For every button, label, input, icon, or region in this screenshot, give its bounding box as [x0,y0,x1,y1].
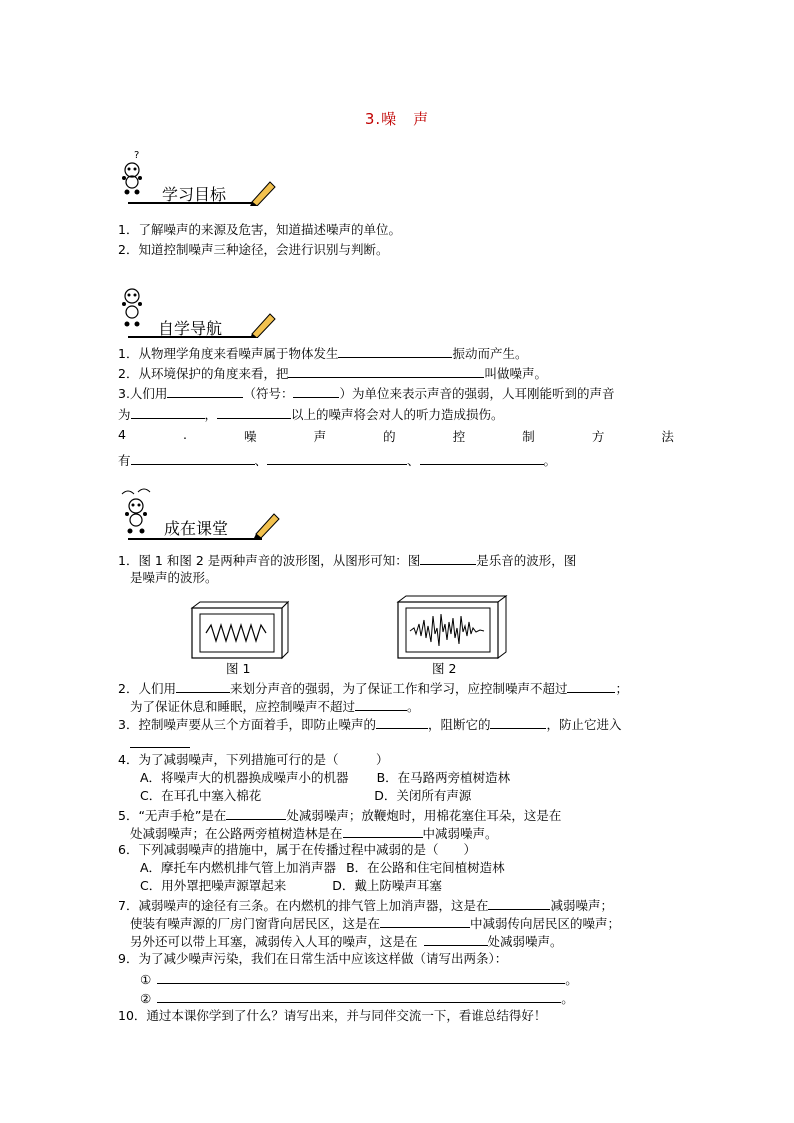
section-label-self-study: 自学导航 [158,319,223,338]
mascot-icon [118,486,162,542]
answer-blank[interactable] [217,405,291,419]
answer-blank[interactable] [420,451,544,465]
class-q1-line2: 是噪声的波形。 [130,570,218,585]
answer-blank[interactable] [130,734,190,748]
section-label-classroom: 成在课堂 [164,519,229,538]
option-c[interactable]: C．在耳孔中塞入棉花 [140,788,262,803]
mascot-icon [118,148,158,204]
class-q4-options-ab [140,770,510,786]
class-q10: 10．通过本课你学到了什么？请写出来，并与同伴交流一下，看谁总结得好！ [118,1008,547,1023]
svg-text:?: ? [134,150,140,161]
answer-blank[interactable] [293,384,339,398]
option-b[interactable]: B．在公路和住宅间植树造林 [346,860,505,875]
answer-blank[interactable] [176,679,230,693]
figure-1-waveform [190,600,290,660]
class-q9-answer-2: ② 。 [140,991,574,1006]
section-header-goals [118,148,298,204]
self-q3-line1: 3.人们用 （符号： ）为单位来表示声音的强弱，人耳刚能听到的声音 [118,386,615,401]
class-q6-options-ab [140,860,505,876]
class-q3-line1: 3．控制噪声要从三个方面着手，即防止噪声的 ，阻断它的 ，防止它进入 [118,717,622,732]
class-q7-line2: 使装有噪声源的厂房门窗背向居民区，这是在 中减弱传向居民区的噪声； [130,916,621,931]
answer-blank[interactable] [343,824,423,838]
page-title: 3.噪 声 [364,110,430,128]
self-q3-line2: 为 ， 以上的噪声将会对人的听力造成损伤。 [118,407,504,422]
section-header-classroom [118,486,298,542]
mascot-icon [118,282,158,338]
answer-blank[interactable] [420,551,476,565]
section-underline [128,336,258,338]
answer-blank[interactable] [380,914,470,928]
answer-blank[interactable] [288,364,484,378]
option-a[interactable]: A．摩托车内燃机排气管上加消声器 [140,860,337,875]
class-q7-line1: 7．减弱噪声的途径有三条。在内燃机的排气管上加消声器，这是在 减弱噪声； [118,898,613,913]
goal-item-1: 1．了解噪声的来源及危害，知道描述噪声的单位。 [118,222,401,237]
goal-item-2: 2．知道控制噪声三种途径，会进行识别与判断。 [118,242,389,257]
answer-blank[interactable] [167,384,243,398]
pencil-icon [252,510,282,538]
answer-line[interactable] [157,989,561,1003]
figure-2-waveform [396,594,508,660]
class-q6: 6．下列减弱噪声的措施中，属于在传播过程中减弱的是（ ） [118,842,476,857]
answer-blank[interactable] [376,715,428,729]
class-q5-line1: 5．“无声手枪”是在 处减弱噪声；放鞭炮时，用棉花塞住耳朵，这是在 [118,808,562,823]
class-q6-options-cd [140,878,442,894]
option-c[interactable]: C．用外罩把噪声源罩起来 [140,878,287,893]
class-q2-line1: 2．人们用 来划分声音的强弱，为了保证工作和学习，应控制噪声不超过 ； [118,681,628,696]
answer-blank[interactable] [267,451,407,465]
section-label-goals: 学习目标 [162,185,227,204]
class-q4-options-cd [140,788,471,804]
class-q5-line2: 处减弱噪声；在公路两旁植树造林是在 中减弱噪声。 [130,826,498,841]
pencil-icon [248,310,278,338]
section-underline [128,202,258,204]
answer-blank[interactable] [338,344,452,358]
answer-line[interactable] [157,970,565,984]
figure-1-caption: 图 1 [226,661,251,676]
answer-blank[interactable] [488,896,550,910]
class-q7-line3: 另外还可以带上耳塞，减弱传入人耳的噪声，这是在 处减弱噪声。 [130,934,563,949]
option-a[interactable]: A．将噪声大的机器换成噪声小的机器 [140,770,349,785]
pencil-icon [248,178,278,206]
self-q4-line1: 4 . 噪 声 的 控 制 方 法 [118,427,674,444]
self-q1: 1．从物理学角度来看噪声属于物体发生 振动而产生。 [118,346,528,361]
option-b[interactable]: B．在马路两旁植树造林 [376,770,511,785]
option-d[interactable]: D．戴上防噪声耳塞 [332,878,442,893]
answer-blank[interactable] [226,806,286,820]
class-q4: 4．为了减弱噪声，下列措施可行的是（ ） [118,752,389,767]
answer-blank[interactable] [490,715,546,729]
class-q2-line2: 为了保证休息和睡眠，应控制噪声不超过 。 [130,699,420,714]
section-header-self-study [118,282,298,338]
answer-blank[interactable] [424,932,488,946]
self-q4-line2: 有 、 、 。 [118,453,557,468]
class-q9-answer-1: ① 。 [140,972,578,987]
answer-blank[interactable] [131,405,205,419]
class-q1-line1: 1．图 1 和图 2 是两种声音的波形图，从图形可知：图 是乐音的波形，图 [118,553,577,568]
figure-2-caption: 图 2 [432,661,457,676]
self-q2: 2．从环境保护的角度来看，把 叫做噪声。 [118,366,547,381]
class-q9: 9．为了减少噪声污染，我们在日常生活中应该这样做（请写出两条）： [118,951,508,966]
section-underline [128,538,262,540]
answer-blank[interactable] [355,697,407,711]
class-q3-line2 [130,734,190,752]
answer-blank[interactable] [567,679,615,693]
option-d[interactable]: D．关闭所有声源 [374,788,472,803]
answer-blank[interactable] [131,451,255,465]
